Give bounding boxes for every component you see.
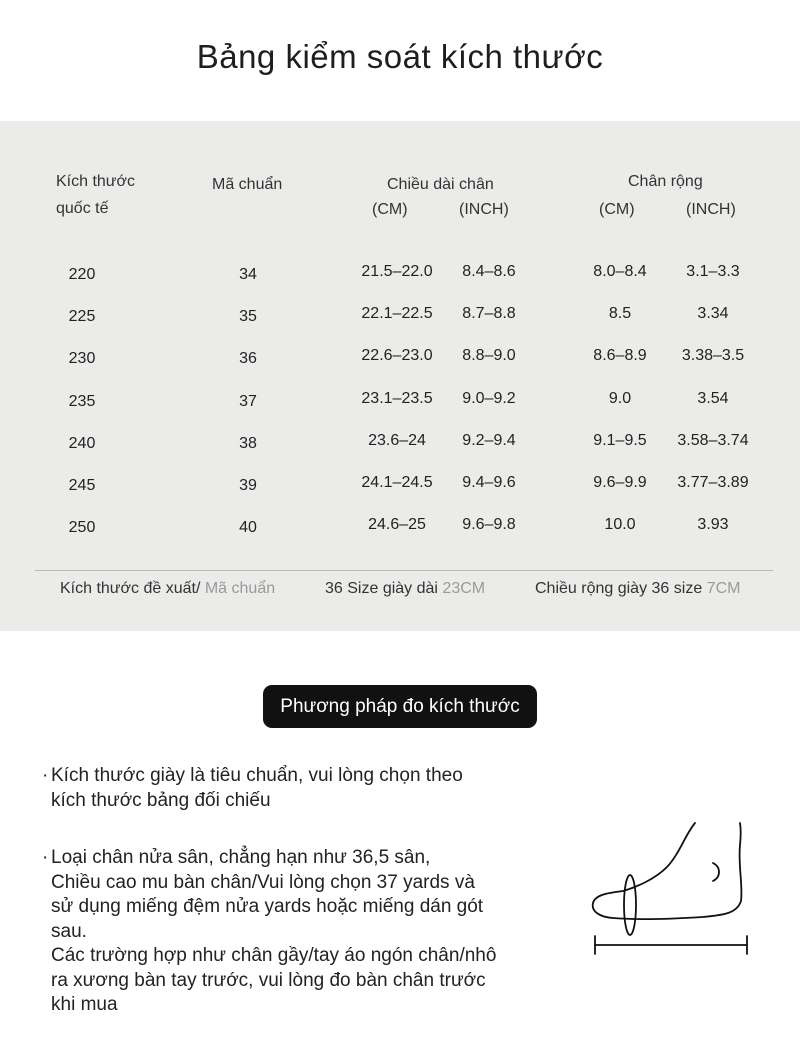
cell-intl: 245 [68, 477, 96, 494]
bullet-dot: · [42, 847, 49, 868]
cell-standard: 38 [239, 435, 257, 452]
table-divider [35, 570, 773, 571]
instruction-bullet-1 [42, 764, 463, 813]
ankle-mark [713, 863, 719, 881]
cell-width-inch: 3.54 [697, 390, 729, 407]
cell-standard: 37 [239, 393, 257, 410]
cell-intl: 240 [68, 435, 96, 452]
bullet-line: Loại chân nửa sân, chẳng hạn như 36,5 sân, [51, 847, 431, 868]
header-foot-width-inch: (INCH) [686, 201, 736, 218]
cell-width-cm: 8.5 [608, 305, 632, 322]
cell-width-cm: 8.0–8.4 [593, 263, 647, 280]
cell-length-inch: 8.4–8.6 [462, 263, 516, 280]
bullet-line: khi mua [51, 994, 118, 1015]
cell-length-inch: 9.0–9.2 [462, 390, 516, 407]
cell-width-cm: 9.6–9.9 [593, 474, 647, 491]
cell-width-inch: 3.58–3.74 [677, 432, 749, 449]
cell-intl: 235 [68, 393, 96, 410]
header-foot-width-cm: (CM) [599, 201, 635, 218]
note-recommended-value: Mã chuẩn [204, 580, 276, 597]
cell-intl: 225 [68, 308, 96, 325]
cell-width-cm: 9.1–9.5 [593, 432, 647, 449]
cell-length-inch: 9.2–9.4 [462, 432, 516, 449]
header-foot-length: Chiều dài chân [387, 176, 494, 193]
bullet-line: Các trường hợp như chân gầy/tay áo ngón chân/nhô [51, 945, 497, 966]
measurement-method-badge: Phương pháp đo kích thước [263, 685, 537, 728]
page-title: Bảng kiểm soát kích thước [196, 38, 604, 75]
measuring-loop [624, 875, 636, 935]
cell-standard: 36 [239, 350, 257, 367]
cell-width-inch: 3.34 [697, 305, 729, 322]
header-foot-width: Chân rộng [628, 173, 703, 190]
bullet-line: sử dụng miếng đệm nửa yards hoặc miếng dán gót [51, 896, 484, 917]
cell-intl: 220 [68, 266, 96, 283]
cell-length-cm: 24.1–24.5 [361, 474, 433, 491]
note-width-value: 7CM [706, 580, 741, 597]
note-length-value: 23CM [442, 580, 486, 597]
cell-width-cm: 8.6–8.9 [593, 347, 647, 364]
cell-width-cm: 10.0 [604, 516, 636, 533]
bullet-dot: · [42, 765, 49, 786]
cell-length-inch: 9.6–9.8 [462, 516, 516, 533]
note-length-label: 36 Size giày dài [325, 580, 438, 597]
cell-length-cm: 23.6–24 [368, 432, 426, 449]
cell-length-cm: 21.5–22.0 [361, 263, 433, 280]
cell-width-cm: 9.0 [608, 390, 632, 407]
cell-length-inch: 8.7–8.8 [462, 305, 516, 322]
cell-width-inch: 3.1–3.3 [686, 263, 740, 280]
cell-intl: 230 [68, 350, 96, 367]
foot-measurement-illustration [585, 815, 755, 965]
cell-width-inch: 3.38–3.5 [681, 347, 745, 364]
note-width-label: Chiều rộng giày 36 size [535, 580, 703, 597]
header-standard: Mã chuẩn [212, 176, 283, 193]
cell-length-cm: 23.1–23.5 [361, 390, 433, 407]
size-table-panel [0, 121, 800, 631]
cell-intl: 250 [68, 519, 96, 536]
cell-length-cm: 24.6–25 [368, 516, 426, 533]
note-length [325, 580, 485, 598]
cell-length-cm: 22.1–22.5 [361, 305, 433, 322]
header-foot-length-inch: (INCH) [459, 201, 509, 218]
cell-standard: 35 [239, 308, 257, 325]
header-foot-length-cm: (CM) [372, 201, 408, 218]
note-width [535, 580, 740, 598]
header-intl-line1: Kích thước [56, 173, 136, 190]
bullet-line: Kích thước giày là tiêu chuẩn, vui lòng chọn theo [51, 765, 463, 786]
note-recommended-label: Kích thước đề xuất/ [60, 580, 201, 597]
bullet-line: Chiều cao mu bàn chân/Vui lòng chọn 37 yards và [51, 871, 475, 893]
cell-width-inch: 3.93 [697, 516, 729, 533]
instruction-bullet-2 [42, 846, 496, 1018]
cell-standard: 39 [239, 477, 257, 494]
cell-length-inch: 8.8–9.0 [462, 347, 516, 364]
bullet-line: sau. [51, 920, 87, 942]
note-recommended [60, 580, 275, 598]
bullet-line: ra xương bàn tay trước, vui lòng đo bàn chân trước [51, 969, 486, 991]
header-intl-line2: quốc tế [56, 200, 109, 217]
cell-length-cm: 22.6–23.0 [361, 347, 433, 364]
cell-length-inch: 9.4–9.6 [462, 474, 516, 491]
cell-standard: 34 [239, 266, 257, 283]
cell-standard: 40 [239, 519, 257, 536]
cell-width-inch: 3.77–3.89 [677, 474, 749, 491]
bullet-line: kích thước bảng đối chiếu [51, 789, 271, 811]
